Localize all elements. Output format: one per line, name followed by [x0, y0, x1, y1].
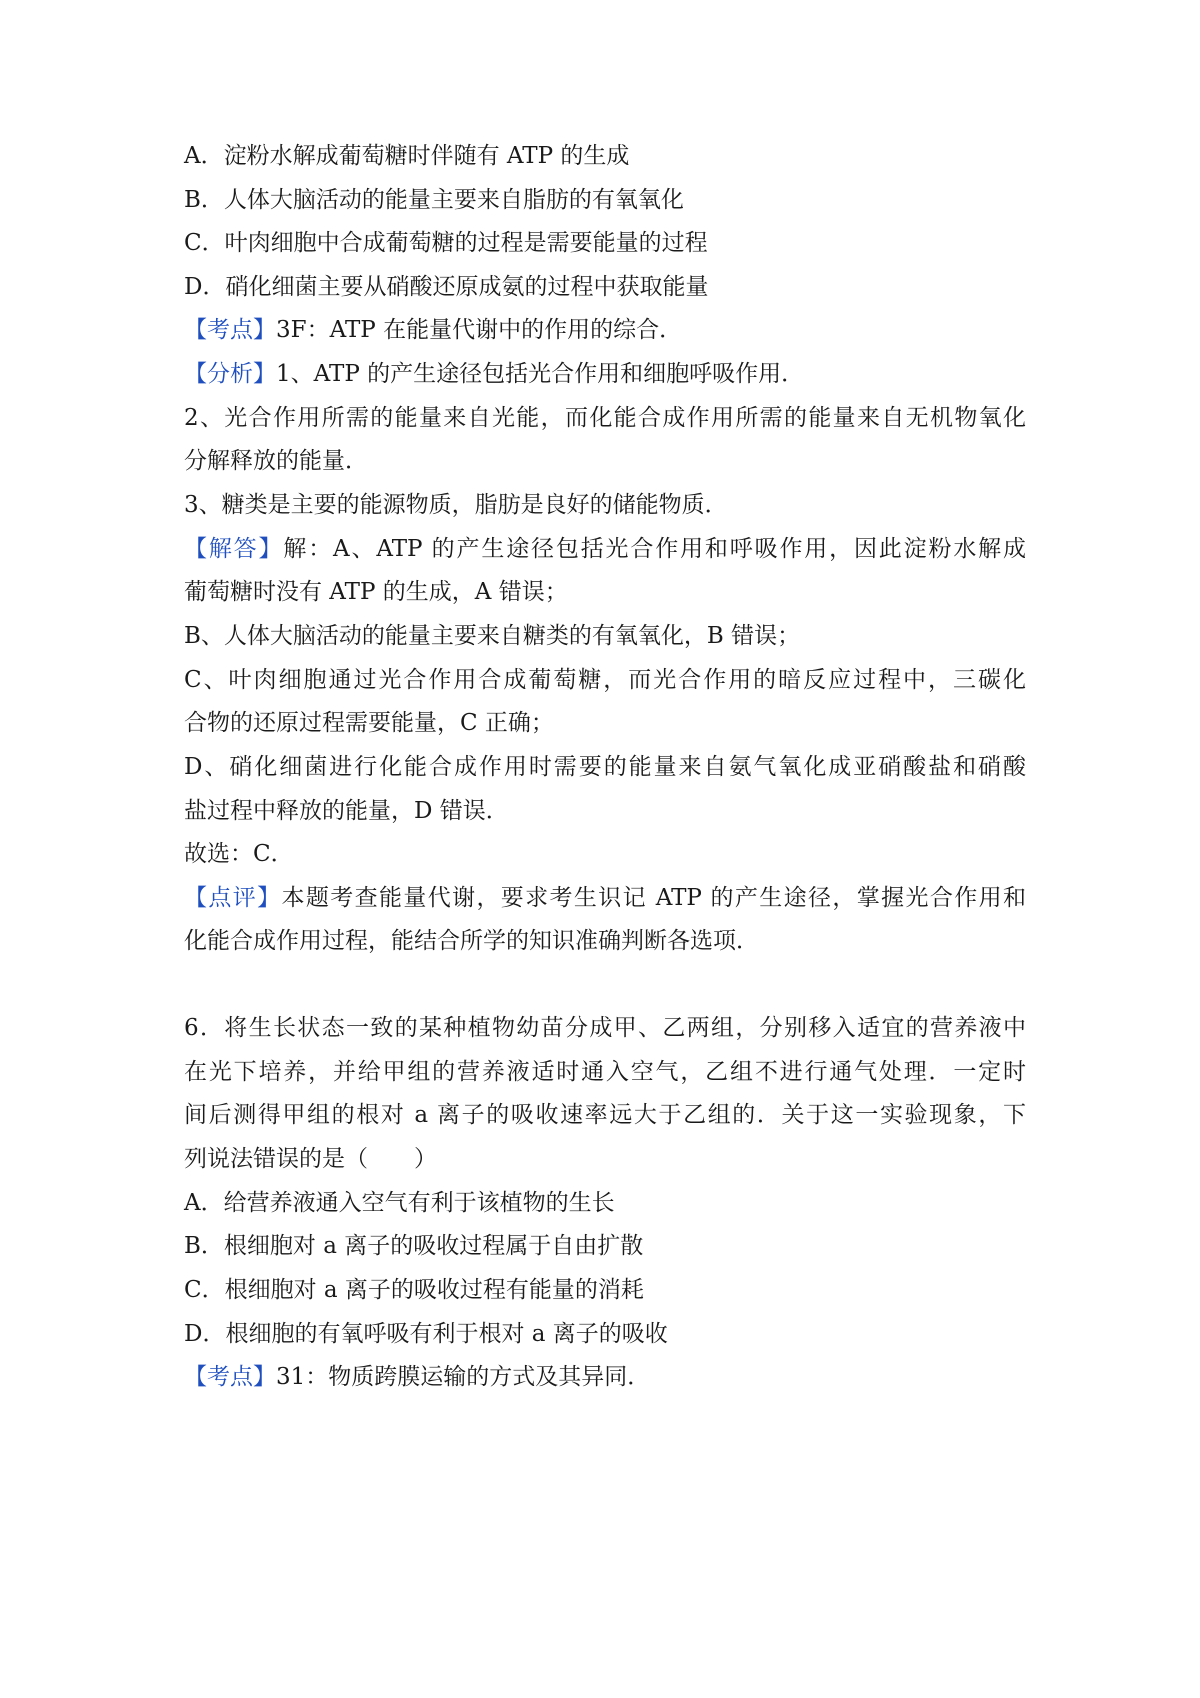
q5-option-d: D．硝化细菌主要从硝酸还原成氨的过程中获取能量 [184, 274, 709, 300]
jieda-label: 【解答】 [184, 536, 284, 562]
kaodian-text: 3F：ATP 在能量代谢中的作用的综合． [276, 317, 683, 343]
jieda-line: C、叶肉细胞通过光合作用合成葡萄糖，而光合作用的暗反应过程中，三碳化 [184, 667, 1026, 693]
q6-stem-line: 6．将生长状态一致的某种植物幼苗分成甲、乙两组，分别移入适宜的营养液中 [184, 1015, 1026, 1041]
jieda-line: D、硝化细菌进行化能合成作用时需要的能量来自氨气氧化成亚硝酸盐和硝酸 [184, 754, 1026, 780]
dianping-line: 化能合成作用过程，能结合所学的知识准确判断各选项． [184, 928, 759, 954]
kaodian-label: 【考点】 [184, 317, 276, 343]
fenxi-line: 3、糖类是主要的能源物质，脂肪是良好的储能物质． [184, 492, 728, 518]
kaodian-text: 31：物质跨膜运输的方式及其异同． [276, 1364, 651, 1390]
q5-fenxi [184, 359, 804, 389]
jieda-line: 盐过程中释放的能量，D 错误． [184, 798, 509, 824]
q6-option-a: A．给营养液通入空气有利于该植物的生长 [184, 1190, 615, 1216]
q5-option-b: B．人体大脑活动的能量主要来自脂肪的有氧氧化 [184, 187, 684, 213]
fenxi-line: 分解释放的能量． [184, 448, 368, 474]
q6-option-c: C．根细胞对 a 离子的吸收过程有能量的消耗 [184, 1277, 644, 1303]
q6-stem-line: 间后测得甲组的根对 a 离子的吸收速率远大于乙组的．关于这一实验现象，下 [184, 1102, 1026, 1128]
q5-dianping [184, 883, 1026, 913]
jieda-line: B、人体大脑活动的能量主要来自糖类的有氧氧化，B 错误； [184, 623, 801, 649]
q5-jieda [184, 534, 1026, 564]
jieda-line: 解：A、ATP 的产生途径包括光合作用和呼吸作用，因此淀粉水解成 [283, 536, 1027, 562]
dianping-line: 本题考查能量代谢，要求考生识记 ATP 的产生途径，掌握光合作用和 [281, 885, 1026, 911]
jieda-answer: 故选：C． [184, 841, 294, 867]
fenxi-line: 2、光合作用所需的能量来自光能，而化能合成作用所需的能量来自无机物氧化 [184, 405, 1026, 431]
jieda-line: 葡萄糖时没有 ATP 的生成，A 错误； [184, 579, 568, 605]
q5-option-c: C．叶肉细胞中合成葡萄糖的过程是需要能量的过程 [184, 230, 708, 256]
q6-stem-line: 列说法错误的是（ ） [184, 1146, 437, 1172]
q5-option-a: A．淀粉水解成葡萄糖时伴随有 ATP 的生成 [184, 143, 630, 169]
fenxi-line: 1、ATP 的产生途径包括光合作用和细胞呼吸作用． [276, 361, 805, 387]
q6-kaodian [184, 1362, 650, 1392]
dianping-label: 【点评】 [184, 885, 282, 911]
fenxi-label: 【分析】 [184, 361, 276, 387]
kaodian-label: 【考点】 [184, 1364, 276, 1390]
q6-option-d: D．根细胞的有氧呼吸有利于根对 a 离子的吸收 [184, 1321, 668, 1347]
q5-kaodian [184, 315, 682, 345]
jieda-line: 合物的还原过程需要能量，C 正确； [184, 710, 554, 736]
q6-option-b: B．根细胞对 a 离子的吸收过程属于自由扩散 [184, 1233, 644, 1259]
q6-stem-line: 在光下培养，并给甲组的营养液适时通入空气，乙组不进行通气处理．一定时 [184, 1059, 1026, 1085]
